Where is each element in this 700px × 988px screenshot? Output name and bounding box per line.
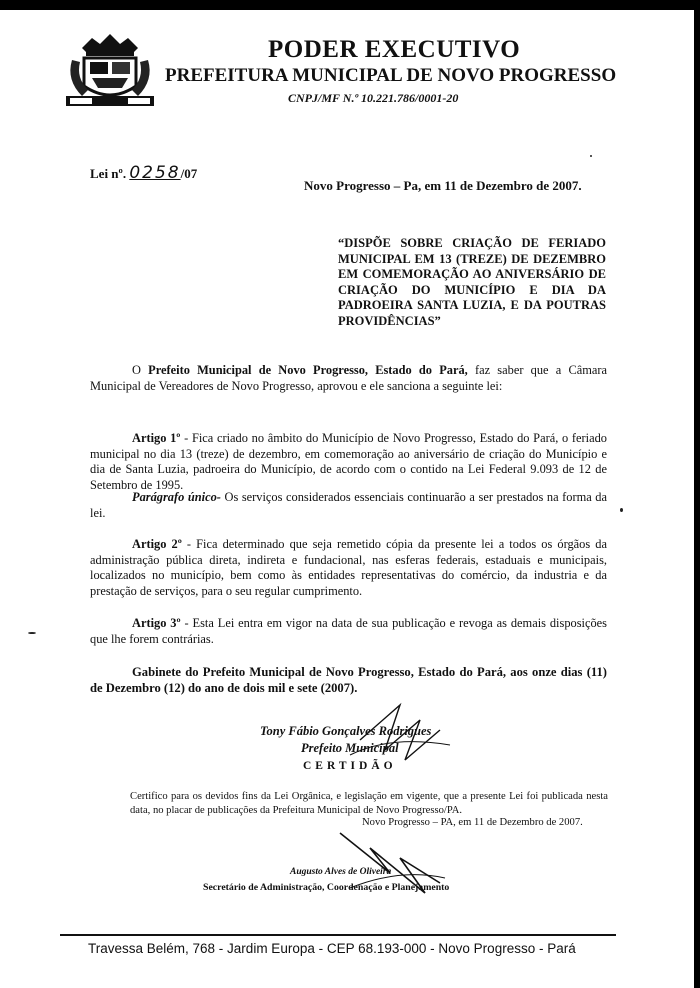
article-3-label: Artigo 3º (132, 616, 181, 630)
article-3-text: - Esta Lei entra em vigor na data de sua publicação e revoga as demais disposições que lhe forem contrárias. (90, 616, 607, 646)
certidao-date: Novo Progresso – PA, em 11 de Dezembro de 2007. (362, 817, 583, 828)
law-prefix: Lei nº. (90, 166, 127, 181)
article-2 (90, 537, 607, 599)
certidao-text: Certifico para os devidos fins da Lei Orgânica, e legislação em vigente, que a presente Lei foi publicada nesta data, no placar de publicações da Prefeitura Municipal de Novo Progresso/PA. (130, 791, 608, 816)
article-1 (90, 431, 607, 493)
scan-right-border (694, 0, 700, 988)
mayor-role: Prefeito Municipal (301, 741, 399, 755)
gabinete-paragraph (90, 665, 607, 696)
footer-address: Travessa Belém, 768 - Jardim Europa - CEP 68.193-000 - Novo Progresso - Pará (88, 941, 576, 956)
gabinete-text: Gabinete do Prefeito Municipal de Novo Progresso, Estado do Pará, aos onze dias (11) de Dezembro (12) do ano de dois mil e sete (2007). (90, 665, 607, 695)
paragrafo-unico-label: Parágrafo único- (132, 490, 221, 504)
municipal-crest-logo (62, 30, 158, 114)
law-number-line (90, 163, 197, 183)
header-title: PODER EXECUTIVO (268, 36, 521, 63)
law-number-handwritten: 0258 (129, 163, 181, 183)
secretary-name: Augusto Alves de Oliveira (290, 867, 392, 877)
intro-pre: O (132, 363, 149, 377)
law-summary: “DISPÕE SOBRE CRIAÇÃO DE FERIADO MUNICIPAL EM 13 (TREZE) DE DEZEMBRO EM COMEMORAÇÃO AO ANIVERSÁRIO DE CRIAÇÃO DO MUNICÍPIO E DIA DA PADROEIRA SANTA LUZIA, E DA POUTRAS PROVIDÊNCIAS” (338, 236, 606, 328)
intro-paragraph (90, 363, 607, 394)
article-2-text: - Fica determinado que seja remetido cópia da presente lei a todos os órgãos da administração pública direta, indireta e fundacional, nas esferas federais, estaduais e municipais, localizados no município, bem como às entidades representativas do comércio, da industria e da prestação de serviços, para o seu regular cumprimento. (90, 537, 607, 598)
article-1-text: - Fica criado no âmbito do Município de Novo Progresso, Estado do Pará, o feriado municipal no dia 13 (treze) de dezembro, em comemoração ao aniversário de criação do Município e dia de Santa Luzia, padroeira do Município, de acordo com o contido na Lei Federal 9.093 de 12 de Setembro de 1995. (90, 431, 607, 492)
header-cnpj: CNPJ/MF N.º 10.221.786/0001-20 (288, 91, 459, 105)
header-subtitle: PREFEITURA MUNICIPAL DE NOVO PROGRESSO (165, 65, 617, 86)
scan-speck (28, 632, 36, 634)
paragrafo-unico-text: Os serviços considerados essenciais continuarão a ser prestados na forma da lei. (90, 490, 607, 520)
article-1-label: Artigo 1º (132, 431, 181, 445)
scan-top-border (0, 0, 700, 10)
certidao-heading: CERTIDÃO (303, 760, 397, 772)
article-2-label: Artigo 2º (132, 537, 182, 551)
paragrafo-unico (90, 490, 607, 521)
secretary-role: Secretário de Administração, Coordenação e Planejamento (203, 882, 450, 893)
scan-speck (590, 155, 592, 157)
mayor-name: Tony Fábio Gonçalves Rodrigues (260, 724, 432, 738)
intro-bold: Prefeito Municipal de Novo Progresso, Estado do Pará, (148, 363, 468, 377)
law-suffix: /07 (180, 166, 198, 181)
footer-divider (60, 934, 616, 936)
scan-speck (620, 508, 623, 512)
intro-post: faz saber que a Câmara Municipal de Vereadores de Novo Progresso, aprovou e ele sanciona a seguinte lei: (90, 363, 607, 393)
document-date: Novo Progresso – Pa, em 11 de Dezembro de 2007. (304, 178, 582, 193)
article-3 (90, 616, 607, 647)
